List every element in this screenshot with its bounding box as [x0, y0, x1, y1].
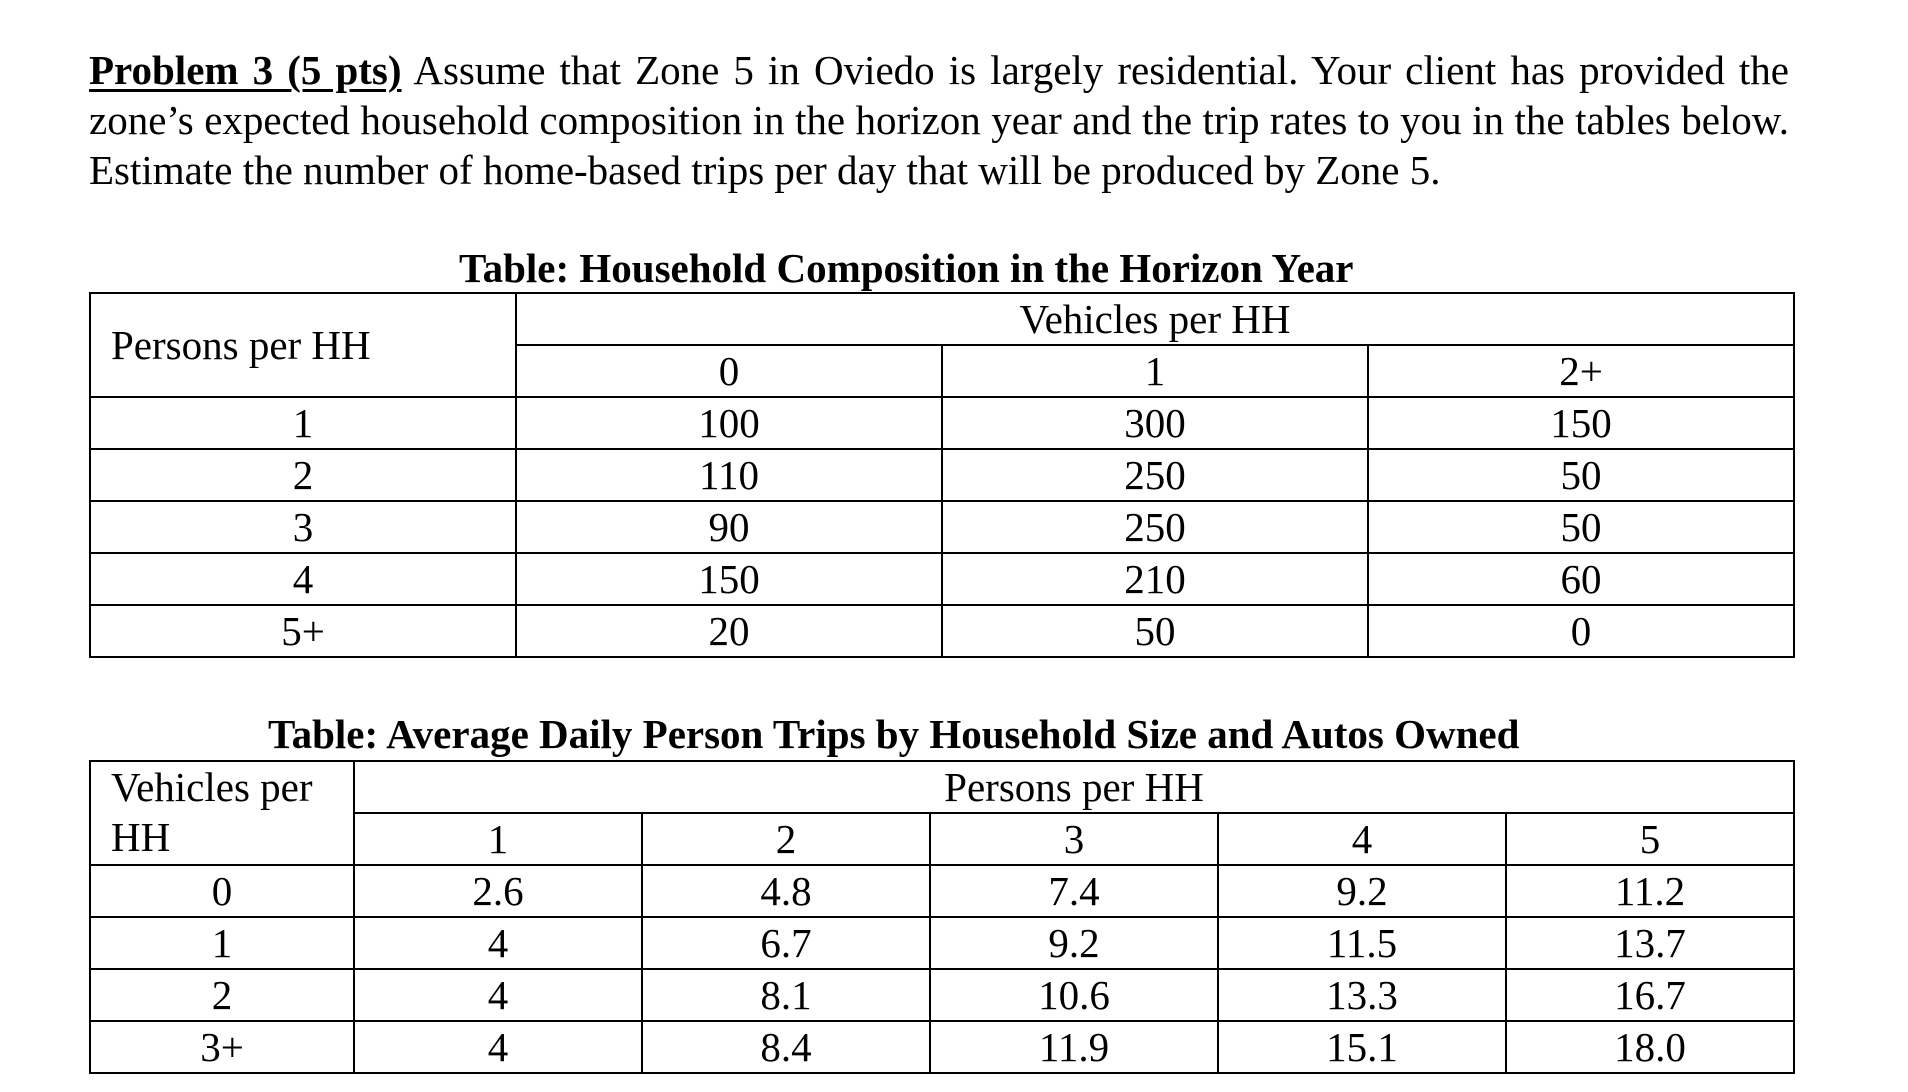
table-row — [90, 1021, 1794, 1073]
table-cell: 20 — [516, 605, 942, 657]
table-cell: 16.7 — [1506, 969, 1794, 1021]
table-row — [90, 865, 1794, 917]
table-cell: 2.6 — [354, 865, 642, 917]
table1-row-label: 5+ — [90, 605, 516, 657]
table2-row-label: 0 — [90, 865, 354, 917]
table1-row-label: 4 — [90, 553, 516, 605]
table-cell: 7.4 — [930, 865, 1218, 917]
table2-row-header-line2: HH — [111, 814, 171, 860]
table-cell: 300 — [942, 397, 1368, 449]
table-cell: 210 — [942, 553, 1368, 605]
table1-caption: Table: Household Composition in the Horizon Year — [459, 245, 1354, 291]
table-cell: 13.3 — [1218, 969, 1506, 1021]
table-cell: 150 — [1368, 397, 1794, 449]
table-cell: 4.8 — [642, 865, 930, 917]
table2-col-header: 5 — [1506, 813, 1794, 865]
table-cell: 110 — [516, 449, 942, 501]
trip-rates-table — [89, 760, 1795, 1074]
table-row — [90, 605, 1794, 657]
table-cell: 250 — [942, 449, 1368, 501]
table1-row-label: 1 — [90, 397, 516, 449]
table1-row-label: 3 — [90, 501, 516, 553]
table-cell: 8.1 — [642, 969, 930, 1021]
table-cell: 13.7 — [1506, 917, 1794, 969]
table-cell: 9.2 — [930, 917, 1218, 969]
table1-row-header: Persons per HH — [90, 293, 516, 397]
table2-col-header: 2 — [642, 813, 930, 865]
table2-col-header: 4 — [1218, 813, 1506, 865]
table-cell: 15.1 — [1218, 1021, 1506, 1073]
table-cell: 8.4 — [642, 1021, 930, 1073]
table-cell: 50 — [1368, 501, 1794, 553]
table-row — [90, 397, 1794, 449]
table2-row-label: 1 — [90, 917, 354, 969]
table-cell: 250 — [942, 501, 1368, 553]
problem-statement — [89, 45, 1789, 195]
table-cell: 6.7 — [642, 917, 930, 969]
table-cell: 4 — [354, 1021, 642, 1073]
table-cell: 100 — [516, 397, 942, 449]
table-cell: 90 — [516, 501, 942, 553]
table-cell: 10.6 — [930, 969, 1218, 1021]
table-row — [90, 553, 1794, 605]
table-cell: 18.0 — [1506, 1021, 1794, 1073]
table2-row-label: 2 — [90, 969, 354, 1021]
table-cell: 60 — [1368, 553, 1794, 605]
problem-text: Assume that Zone 5 in Oviedo is largely residential. Your client has provided the zone’s expected household composition in the horizon year and the trip rates to you in the tables below. Estimate the number of home-based trips per day that will be produced by Zone 5. — [89, 47, 1789, 193]
table-row — [90, 501, 1794, 553]
table-row — [90, 917, 1794, 969]
table-cell: 4 — [354, 917, 642, 969]
table1-row-label: 2 — [90, 449, 516, 501]
table-cell: 50 — [1368, 449, 1794, 501]
table2-col-header: 1 — [354, 813, 642, 865]
table-cell: 11.5 — [1218, 917, 1506, 969]
table-cell: 11.2 — [1506, 865, 1794, 917]
table2-row-header — [90, 761, 354, 865]
table-cell: 11.9 — [930, 1021, 1218, 1073]
table2-row-header-line1: Vehicles per — [111, 764, 313, 810]
table2-col-header: 3 — [930, 813, 1218, 865]
household-composition-table — [89, 292, 1795, 658]
problem-heading: Problem 3 (5 pts) — [89, 47, 402, 93]
table1-col-header: 0 — [516, 345, 942, 397]
table-cell: 4 — [354, 969, 642, 1021]
table-cell: 150 — [516, 553, 942, 605]
table2-row-label: 3+ — [90, 1021, 354, 1073]
table-row — [90, 449, 1794, 501]
table-row — [90, 969, 1794, 1021]
table1-col-header: 1 — [942, 345, 1368, 397]
table1-group-header: Vehicles per HH — [516, 293, 1794, 345]
table-cell: 50 — [942, 605, 1368, 657]
table1-col-header: 2+ — [1368, 345, 1794, 397]
table2-caption: Table: Average Daily Person Trips by Household Size and Autos Owned — [268, 711, 1520, 757]
table-cell: 0 — [1368, 605, 1794, 657]
table-cell: 9.2 — [1218, 865, 1506, 917]
table2-group-header: Persons per HH — [354, 761, 1794, 813]
